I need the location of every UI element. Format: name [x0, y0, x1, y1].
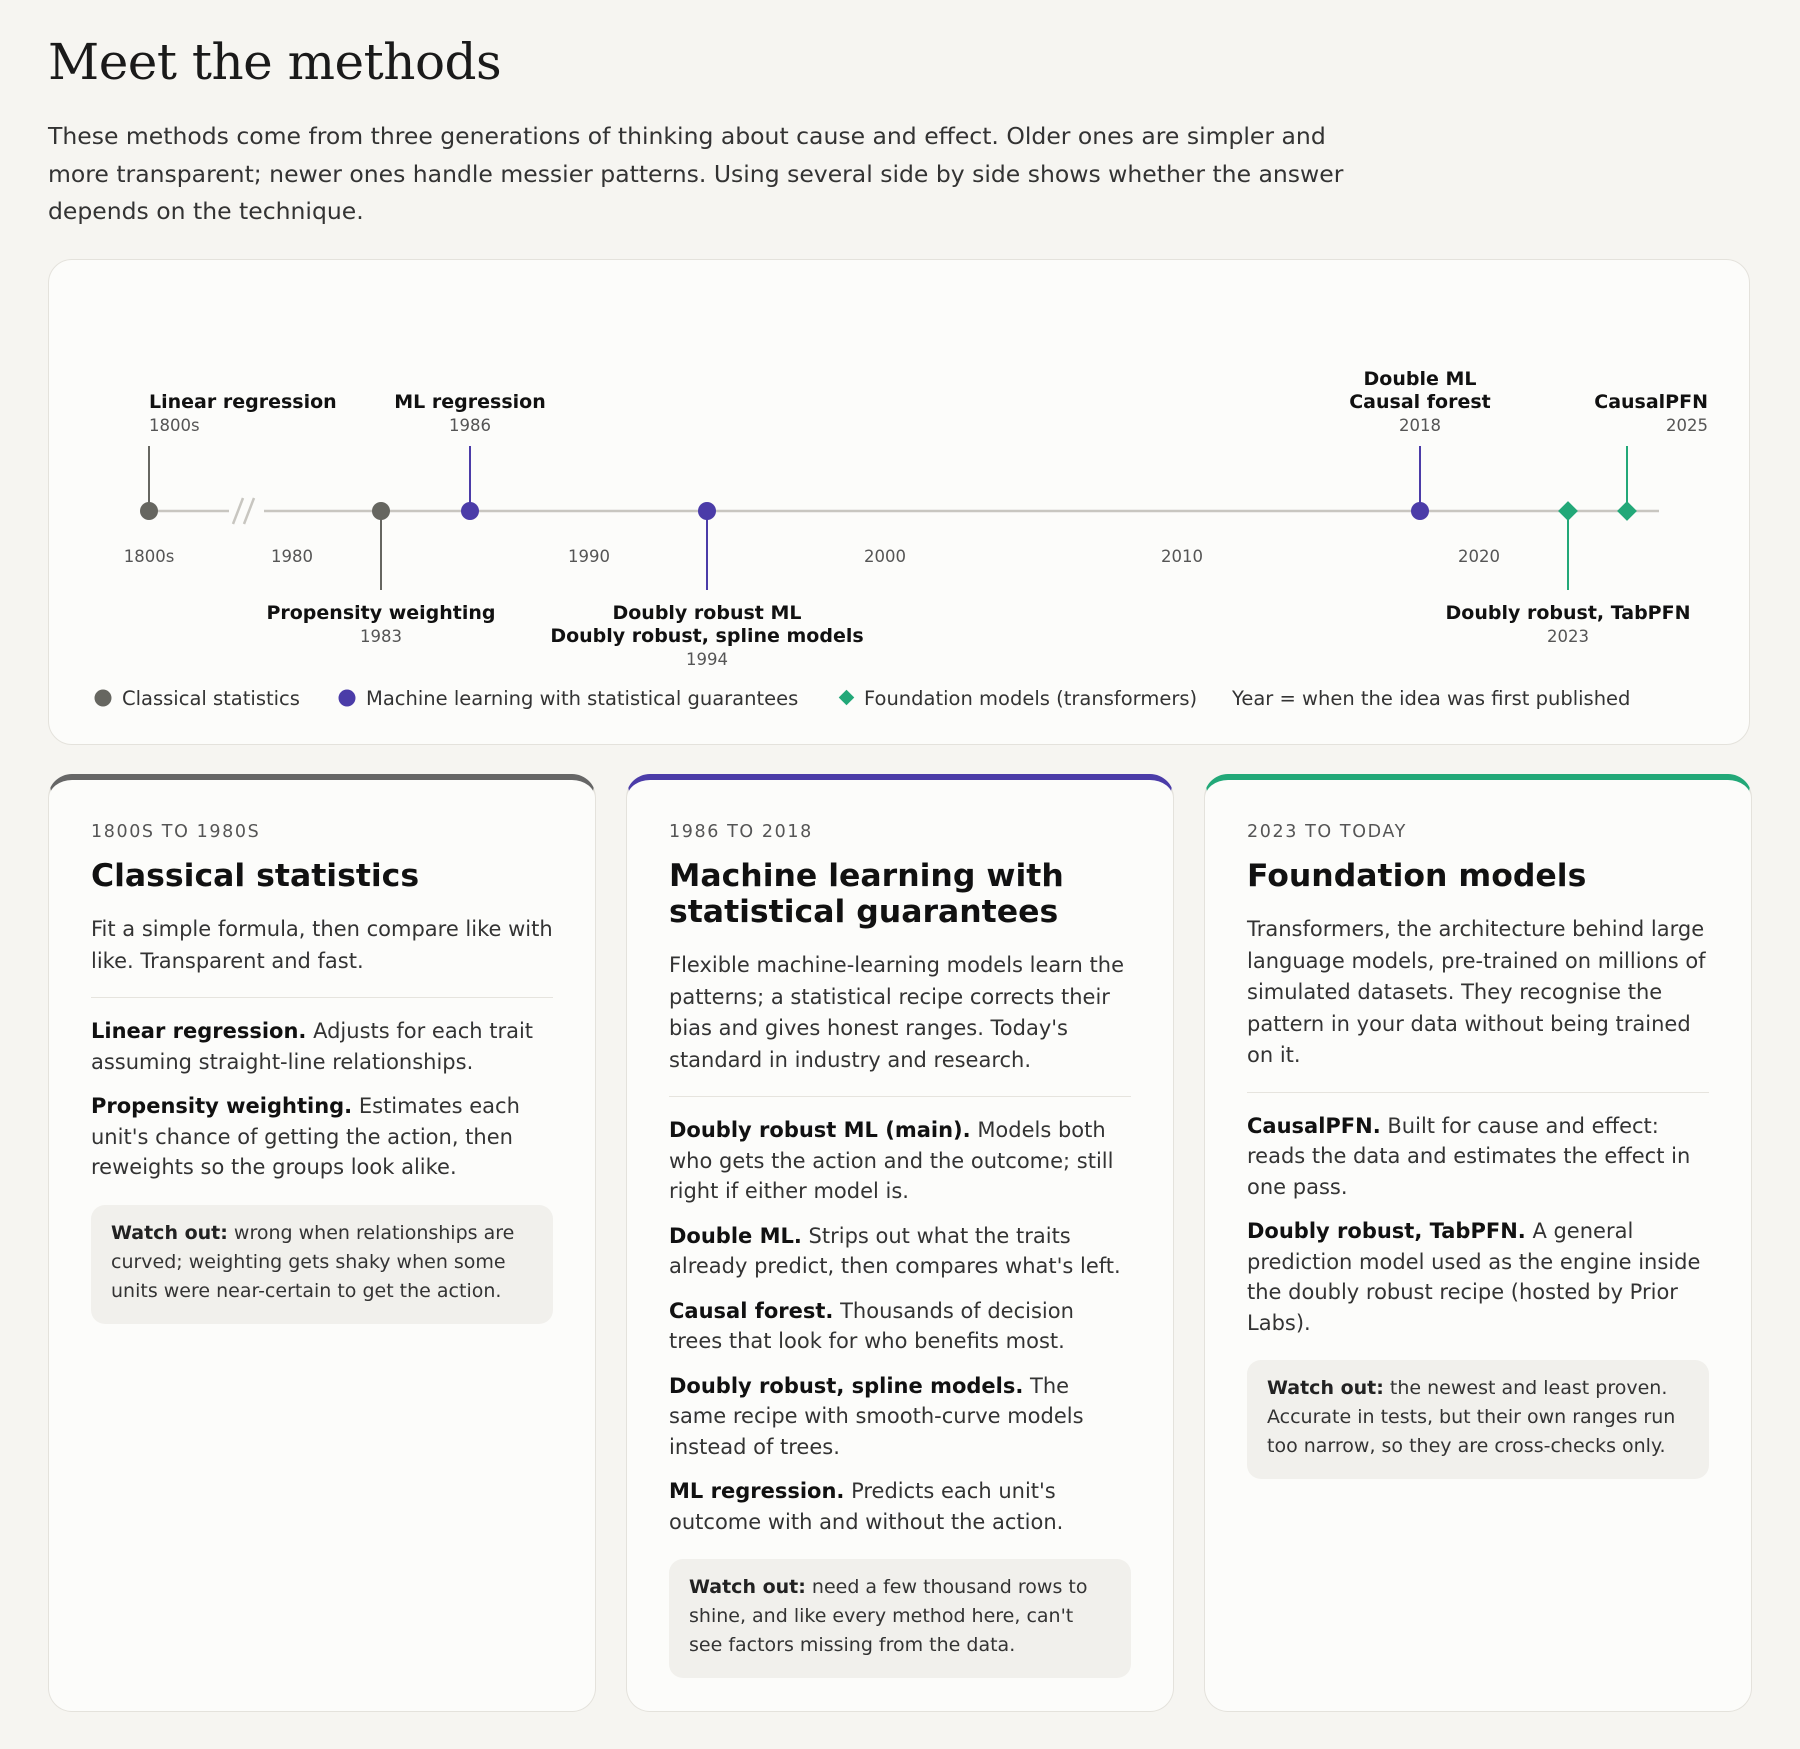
event-marker-doubly-robust-tabpfn [1558, 501, 1578, 521]
event-year-double-ml: 2018 [1399, 416, 1441, 435]
era-card-foundation-models [1204, 774, 1752, 1712]
era-card-machine-learning [626, 774, 1174, 1712]
method-name: CausalPFN. [1247, 1113, 1381, 1138]
axis-tick-1990: 1990 [568, 547, 610, 566]
method-causalpfn [1247, 1111, 1709, 1203]
method-text: The same recipe with smooth-curve models instead of trees. [669, 1373, 1084, 1459]
era-divider [1247, 1092, 1709, 1093]
event-year-doubly-robust-tabpfn: 2023 [1547, 627, 1589, 646]
event-marker-causalpfn [1617, 501, 1637, 521]
legend-ml-label: Machine learning with statistical guarantees [366, 687, 799, 710]
watch-out-label: Watch out: [689, 1576, 806, 1598]
watch-out-label: Watch out: [111, 1221, 228, 1244]
watch-out-text: the newest and least proven. Accurate in tests, but their own ranges run too narrow, so they are cross-checks only. [1267, 1377, 1676, 1457]
event-year-causalpfn: 2025 [1666, 416, 1708, 435]
event-label-double-ml: Double ML [1363, 368, 1477, 390]
axis-tick-2020: 2020 [1458, 547, 1500, 566]
event-label-causalpfn: CausalPFN [1594, 391, 1708, 413]
timeline-diagram [49, 260, 1751, 746]
era-title: Classical statistics [91, 858, 420, 894]
method-causal-forest [669, 1296, 1131, 1357]
method-propensity-weighting [91, 1091, 553, 1183]
event-year-propensity-weighting: 1983 [360, 627, 402, 646]
event-label-linear-regression: Linear regression [149, 391, 337, 413]
event-label-propensity-weighting: Propensity weighting [266, 602, 496, 624]
legend-year-note: Year = when the idea was first published [1232, 687, 1631, 710]
method-text: Models both who gets the action and the outcome; still right if either model is. [669, 1118, 1114, 1203]
event-marker-propensity-weighting [372, 502, 390, 520]
method-text: Thousands of decision trees that look for who benefits most. [669, 1298, 1074, 1353]
legend-foundation-label: Foundation models (transformers) [864, 687, 1198, 710]
method-name: Doubly robust ML (main). [669, 1118, 971, 1142]
event-year-doubly-robust-ml: 1994 [686, 650, 728, 669]
event-marker-ml-regression [461, 502, 479, 520]
method-text: Built for cause and effect: reads the data and estimates the effect in one pass. [1247, 1113, 1691, 1199]
watch-out-box [91, 1205, 553, 1324]
axis-break-icon [233, 498, 254, 524]
watch-out-box [669, 1559, 1131, 1678]
method-linear-regression [91, 1016, 553, 1077]
watch-out-text: wrong when relationships are curved; weighting gets shaky when some units were near-certain to get the action. [111, 1221, 515, 1302]
axis-tick-1980: 1980 [271, 547, 313, 566]
legend-ml-dot [339, 690, 356, 707]
event-label-causal-forest: Causal forest [1349, 391, 1491, 413]
method-name: ML regression. [669, 1479, 845, 1503]
era-range: 1800S TO 1980S [91, 822, 261, 842]
event-year-linear-regression: 1800s [149, 416, 200, 435]
event-marker-linear-regression [140, 502, 158, 520]
event-marker-double-ml [1411, 502, 1429, 520]
method-doubly-robust-ml [669, 1115, 1131, 1207]
era-description: Fit a simple formula, then compare like with like. Transparent and fast. [91, 917, 553, 973]
era-description: Flexible machine-learning models learn the patterns; a statistical recipe corrects their bias and gives honest ranges. Today's standard in industry and research. [669, 953, 1124, 1072]
event-label-doubly-robust-ml: Doubly robust ML [612, 602, 802, 624]
method-name: Double ML. [669, 1223, 802, 1248]
era-title: Machine learning with statistical guarantees [669, 858, 1064, 930]
event-year-ml-regression: 1986 [449, 416, 491, 435]
legend-classical-dot [95, 690, 112, 707]
method-text: Estimates each unit's chance of getting the action, then reweights so the groups look alike. [91, 1094, 520, 1179]
timeline-card [48, 259, 1750, 745]
method-text: Predicts each unit's outcome with and without the action. [669, 1479, 1064, 1534]
watch-out-label: Watch out: [1267, 1377, 1384, 1399]
legend-foundation-diamond [839, 690, 855, 706]
page-title: Meet the methods [48, 33, 502, 91]
era-divider [669, 1096, 1131, 1097]
era-card-classical [48, 774, 596, 1712]
event-marker-doubly-robust-ml [698, 502, 716, 520]
method-text: Strips out what the traits already predict, then compares what's left. [669, 1223, 1121, 1278]
era-divider [91, 997, 553, 998]
method-doubly-robust-spline [669, 1371, 1131, 1463]
method-doubly-robust-tabpfn [1247, 1216, 1709, 1338]
method-name: Causal forest. [669, 1298, 834, 1323]
event-label-doubly-robust-spline: Doubly robust, spline models [550, 625, 864, 647]
watch-out-text: need a few thousand rows to shine, and like every method here, can't see factors missing from the data. [689, 1576, 1088, 1656]
method-text: A general prediction model used as the engine inside the doubly robust recipe (hosted by Prior Labs). [1247, 1219, 1701, 1335]
method-name: Doubly robust, TabPFN. [1247, 1219, 1526, 1243]
era-range: 1986 TO 2018 [669, 822, 813, 842]
era-range: 2023 TO TODAY [1247, 822, 1407, 842]
method-ml-regression [669, 1476, 1131, 1537]
axis-tick-2000: 2000 [864, 547, 906, 566]
method-name: Doubly robust, spline models. [669, 1373, 1024, 1398]
era-title: Foundation models [1247, 858, 1587, 894]
intro-paragraph: These methods come from three generations of thinking about cause and effect. Older ones are simpler and more transparent; newer ones handle messier patterns. Using several side by side shows whether the answer depends on the technique. [48, 122, 1344, 225]
watch-out-box [1247, 1360, 1709, 1479]
method-name: Linear regression. [91, 1019, 307, 1043]
axis-tick-2010: 2010 [1161, 547, 1203, 566]
axis-tick-1800s: 1800s [123, 547, 175, 566]
method-text: Adjusts for each trait assuming straight-line relationships. [91, 1019, 534, 1074]
method-double-ml [669, 1221, 1131, 1282]
event-label-ml-regression: ML regression [394, 391, 546, 413]
method-name: Propensity weighting. [91, 1094, 353, 1118]
legend-classical-label: Classical statistics [122, 687, 300, 710]
event-label-doubly-robust-tabpfn: Doubly robust, TabPFN [1445, 602, 1691, 624]
era-description: Transformers, the architecture behind large language models, pre-trained on millions of simulated datasets. They recognise the pattern in your data without being trained on it. [1247, 917, 1706, 1067]
